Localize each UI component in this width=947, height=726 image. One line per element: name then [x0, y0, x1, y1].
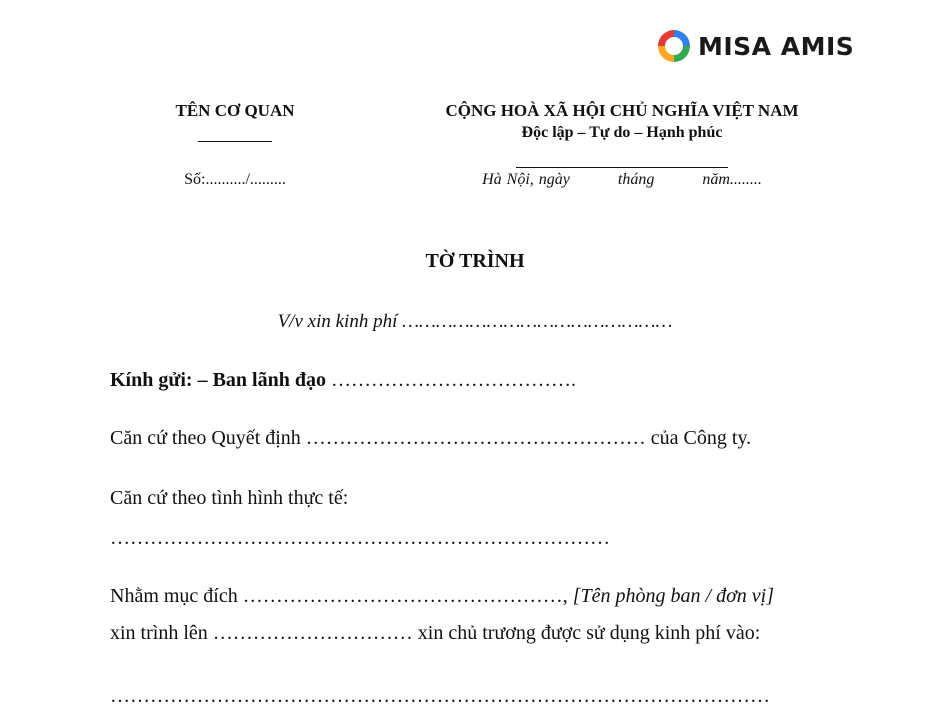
purpose-line [110, 585, 774, 608]
place-date [396, 171, 848, 189]
document-subject: V/v xin kinh phí ………………………………………… [277, 311, 673, 332]
place-date-month: tháng [617, 171, 655, 188]
misa-amis-logo-icon [656, 28, 692, 64]
place-date-year: năm........ [702, 171, 762, 188]
motto-underline [516, 167, 728, 168]
recipient-dots: ………………………………. [330, 369, 576, 391]
basis-decision-line: Căn cứ theo Quyết định …………………………………………… của Công ty. [110, 427, 752, 449]
recipient-line [110, 369, 576, 392]
recipient-label: Kính gửi: – Ban lãnh đạo [110, 369, 326, 391]
organization-name: TÊN CƠ QUAN [175, 101, 295, 120]
national-motto: Độc lập – Tự do – Hạnh phúc [521, 124, 723, 141]
purpose-unit: [Tên phòng ban / đơn vị] [572, 585, 774, 607]
document-title: TỜ TRÌNH [425, 250, 525, 272]
purpose-prefix: Nhằm mục đích …………………………………………, [110, 585, 568, 607]
basis-actual-dots: ………………………………………………………………… [110, 527, 610, 549]
misa-amis-logo [656, 28, 854, 64]
logo-text: MISA AMIS [698, 31, 855, 61]
submit-line: xin trình lên ………………………… xin chủ trương được sử dụng kinh phí vào: [110, 622, 761, 644]
final-dots-line: ……………………………………………………………………………………… [110, 685, 770, 707]
document-number: Số:........../......... [184, 171, 286, 188]
organization-underline [198, 141, 272, 142]
place-date-place: Hà Nội, ngày [482, 171, 570, 188]
basis-actual-line: Căn cứ theo tình hình thực tế: [110, 487, 349, 509]
national-title: CỘNG HOÀ XÃ HỘI CHỦ NGHĨA VIỆT NAM [445, 101, 799, 120]
